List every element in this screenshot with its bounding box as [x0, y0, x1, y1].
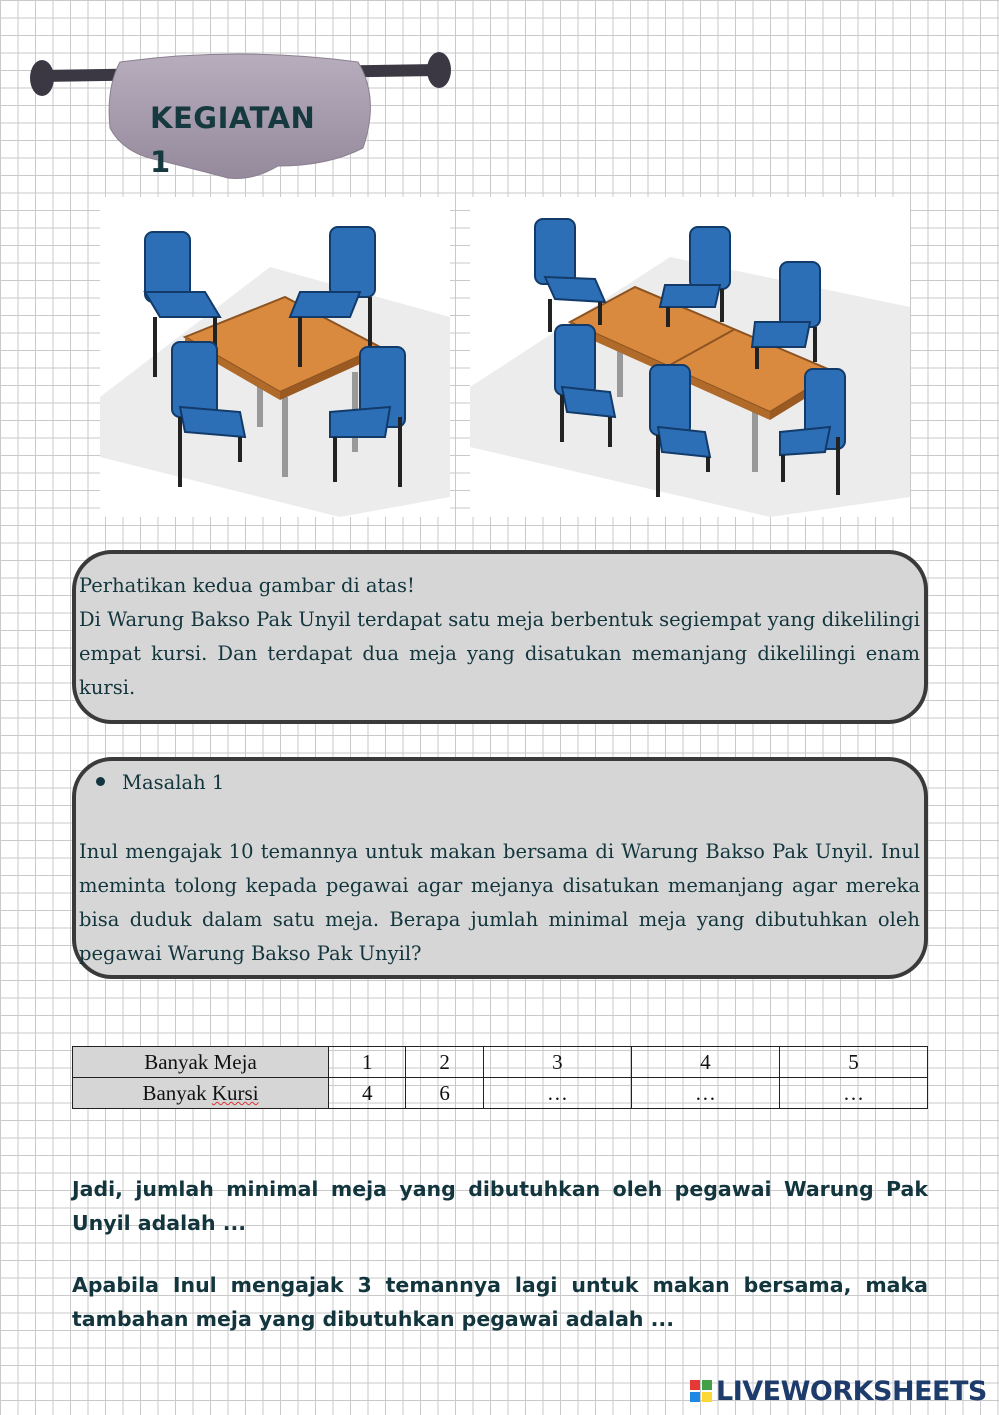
table-cell: 1	[329, 1047, 406, 1078]
problem-heading	[96, 766, 596, 800]
problem-bullet-label: Masalah 1	[122, 771, 225, 794]
data-table	[72, 1046, 928, 1109]
table-cell: 3	[483, 1047, 631, 1078]
intro-body: Di Warung Bakso Pak Unyil terdapat satu meja berbentuk segiempat yang dikelilingi empat kursi. Dan terdapat dua meja yang disatukan memanjang dikelilingi enam kursi.	[79, 608, 920, 699]
page-title: KEGIATAN 1	[150, 101, 316, 179]
table-row	[73, 1078, 928, 1109]
answer-input[interactable]: …	[483, 1078, 631, 1109]
brand-logo	[690, 1372, 987, 1410]
illustration-two-tables	[470, 197, 910, 517]
question-2: Apabila Inul mengajak 3 temannya lagi untuk makan bersama, maka tambahan meja yang dibutuhkan pegawai adalah ...	[72, 1273, 928, 1331]
bullet-icon	[96, 777, 105, 786]
problem-body: Inul mengajak 10 temannya untuk makan bersama di Warung Bakso Pak Unyil. Inul meminta tolong kepada pegawai agar mejanya disatukan memanjang agar mereka bisa duduk dalam satu meja. Berapa jumlah minimal meja yang dibutuhkan oleh pegawai Warung Bakso Pak Unyil?	[79, 840, 920, 965]
row-header-kursi: Banyak Kursi	[73, 1078, 329, 1109]
table-cell: 5	[779, 1047, 927, 1078]
liveworksheets-icon	[690, 1380, 712, 1402]
table-cell: 2	[406, 1047, 483, 1078]
answer-input[interactable]: …	[631, 1078, 779, 1109]
table-row	[73, 1047, 928, 1078]
intro-heading: Perhatikan kedua gambar di atas!	[79, 574, 415, 597]
table-cell: 4	[329, 1078, 406, 1109]
answer-input[interactable]: …	[779, 1078, 927, 1109]
table-cell: 4	[631, 1047, 779, 1078]
illustration-one-table	[100, 197, 450, 517]
brand-text: LIVEWORKSHEETS	[716, 1375, 987, 1407]
intro-text	[79, 569, 920, 705]
row-header-meja: Banyak Meja	[73, 1047, 329, 1078]
table-cell: 6	[406, 1078, 483, 1109]
question-1: Jadi, jumlah minimal meja yang dibutuhkan oleh pegawai Warung Pak Unyil adalah ...	[72, 1177, 928, 1235]
